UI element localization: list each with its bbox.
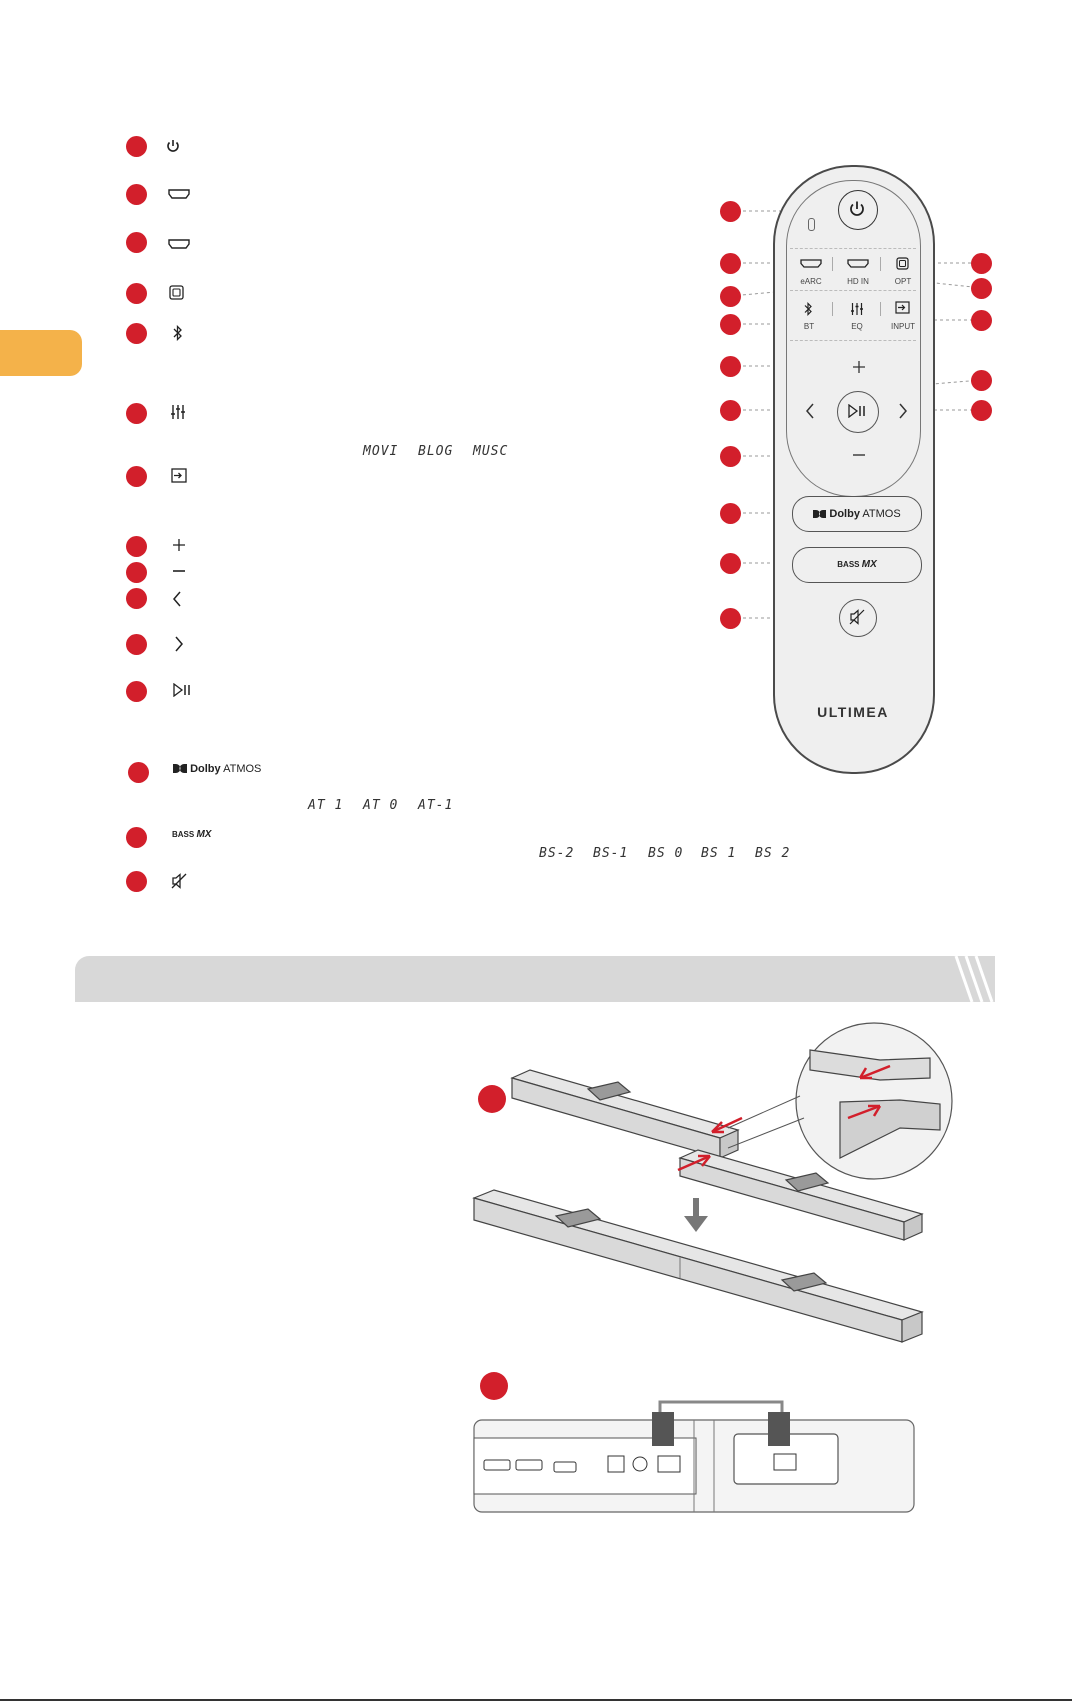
- bluetooth-icon: [173, 325, 183, 341]
- chevron-left-icon: [172, 591, 182, 607]
- legend-marker-earc: [126, 184, 147, 205]
- legend-marker-power: [126, 136, 147, 157]
- remote-volume-down-button[interactable]: [852, 453, 866, 457]
- eq-mode-movie: MOVI: [363, 444, 399, 459]
- remote-mute-icon: [849, 609, 866, 625]
- remote-earc-icon: [800, 259, 822, 268]
- callout-marker-next: [971, 400, 992, 421]
- remote-separator-3: [832, 302, 833, 316]
- remote-dolby-label: Dolby: [829, 508, 860, 520]
- legend-marker-minus: [126, 562, 147, 583]
- dolby-atmos-icon: [173, 763, 261, 775]
- bass-mx-icon: [172, 829, 211, 840]
- eq-mode-music: MUSC: [473, 444, 509, 459]
- remote-eq-icon: [850, 302, 864, 316]
- soundbar-assembly-illustration: [460, 1018, 960, 1348]
- input-icon: [171, 468, 187, 483]
- callout-marker-dolby: [720, 503, 741, 524]
- section-tab: [0, 330, 82, 376]
- section-header-band: [75, 956, 995, 1002]
- play-pause-icon: [172, 683, 192, 697]
- remote-eq-label: EQ: [851, 322, 863, 331]
- optical-icon: [169, 285, 184, 300]
- callout-marker-earc: [720, 253, 741, 274]
- mute-icon: [171, 873, 188, 889]
- remote-power-icon: [848, 200, 866, 218]
- atmos-level-1: AT 1: [308, 798, 344, 813]
- remote-bass-label: BASS: [837, 560, 860, 569]
- remote-dolby-atmos-button[interactable]: [792, 496, 922, 532]
- remote-earc-label: eARC: [800, 277, 822, 286]
- remote-optical-icon: [896, 257, 909, 270]
- remote-led: [808, 218, 815, 231]
- power-icon: [165, 138, 181, 154]
- legend-marker-play-pause: [126, 681, 147, 702]
- remote-volume-up-button[interactable]: [852, 360, 866, 374]
- chevron-right-icon: [174, 636, 184, 652]
- callout-marker-hdmi-in: [720, 286, 741, 307]
- legend-marker-hdmi-in: [126, 232, 147, 253]
- step-marker-1: [478, 1085, 506, 1113]
- remote-separator-4: [880, 302, 881, 316]
- callout-marker-volume-up: [720, 356, 741, 377]
- eq-mode-blog: BLOG: [418, 444, 454, 459]
- legend-marker-dolby: [128, 762, 149, 783]
- callout-marker-optical: [971, 253, 992, 274]
- remote-brand-logo: ULTIMEA: [817, 704, 889, 720]
- remote-hdmi-in-icon: [847, 259, 869, 268]
- callout-marker-eq: [971, 278, 992, 299]
- legend-marker-bluetooth: [126, 323, 147, 344]
- callout-marker-bass: [720, 553, 741, 574]
- remote-atmos-label: ATMOS: [862, 508, 901, 520]
- remote-hdin-label: HD IN: [847, 277, 869, 286]
- remote-divider-bottom: [790, 340, 916, 341]
- legend-marker-optical: [126, 283, 147, 304]
- callout-marker-play-pause: [971, 370, 992, 391]
- remote-input-label: INPUT: [891, 322, 915, 331]
- remote-play-pause-icon: [847, 404, 867, 418]
- legend-marker-eq: [126, 403, 147, 424]
- step-marker-2: [480, 1372, 508, 1400]
- legend-marker-next: [126, 634, 147, 655]
- band-stripes: [950, 956, 996, 1002]
- callout-marker-input: [971, 310, 992, 331]
- callout-marker-power: [720, 201, 741, 222]
- mx-label: MX: [196, 829, 212, 840]
- remote-bt-label: BT: [803, 322, 815, 331]
- legend-marker-bass: [126, 827, 147, 848]
- minus-icon: [172, 569, 186, 573]
- remote-bluetooth-icon: [804, 302, 813, 316]
- remote-mx-label: MX: [861, 559, 877, 570]
- remote-input-icon: [895, 301, 910, 314]
- bass-level-minus-2: BS-2: [539, 846, 575, 861]
- remote-dolby-icon: [813, 510, 826, 518]
- legend-marker-previous: [126, 588, 147, 609]
- footer-rule: [0, 1699, 1072, 1701]
- callout-marker-previous: [720, 400, 741, 421]
- bass-level-2: BS 2: [755, 846, 791, 861]
- legend-marker-mute: [126, 871, 147, 892]
- bass-level-1: BS 1: [701, 846, 737, 861]
- eq-icon: [170, 404, 186, 420]
- legend-marker-input: [126, 466, 147, 487]
- earc-icon: [168, 189, 190, 199]
- remote-separator-1: [832, 257, 833, 271]
- atmos-level-minus-1: AT-1: [418, 798, 454, 813]
- remote-previous-button[interactable]: [805, 403, 815, 419]
- callout-marker-volume-down: [720, 446, 741, 467]
- bass-label: BASS: [172, 830, 195, 839]
- callout-marker-mute: [720, 608, 741, 629]
- remote-divider-mid: [790, 290, 916, 291]
- remote-separator-2: [880, 257, 881, 271]
- legend-marker-plus: [126, 536, 147, 557]
- bass-level-minus-1: BS-1: [593, 846, 629, 861]
- dolby-label: Dolby: [190, 763, 221, 775]
- remote-bass-mx-button[interactable]: [792, 547, 922, 583]
- atmos-level-0: AT 0: [363, 798, 399, 813]
- atmos-label: ATMOS: [223, 763, 262, 775]
- callout-marker-bluetooth: [720, 314, 741, 335]
- remote-opt-label: OPT: [894, 277, 912, 286]
- hdmi-in-icon: [168, 239, 190, 249]
- remote-next-button[interactable]: [898, 403, 908, 419]
- bass-level-0: BS 0: [648, 846, 684, 861]
- remote-divider-top: [790, 248, 916, 249]
- plus-icon: [172, 538, 186, 552]
- connector-illustration: [472, 1398, 916, 1514]
